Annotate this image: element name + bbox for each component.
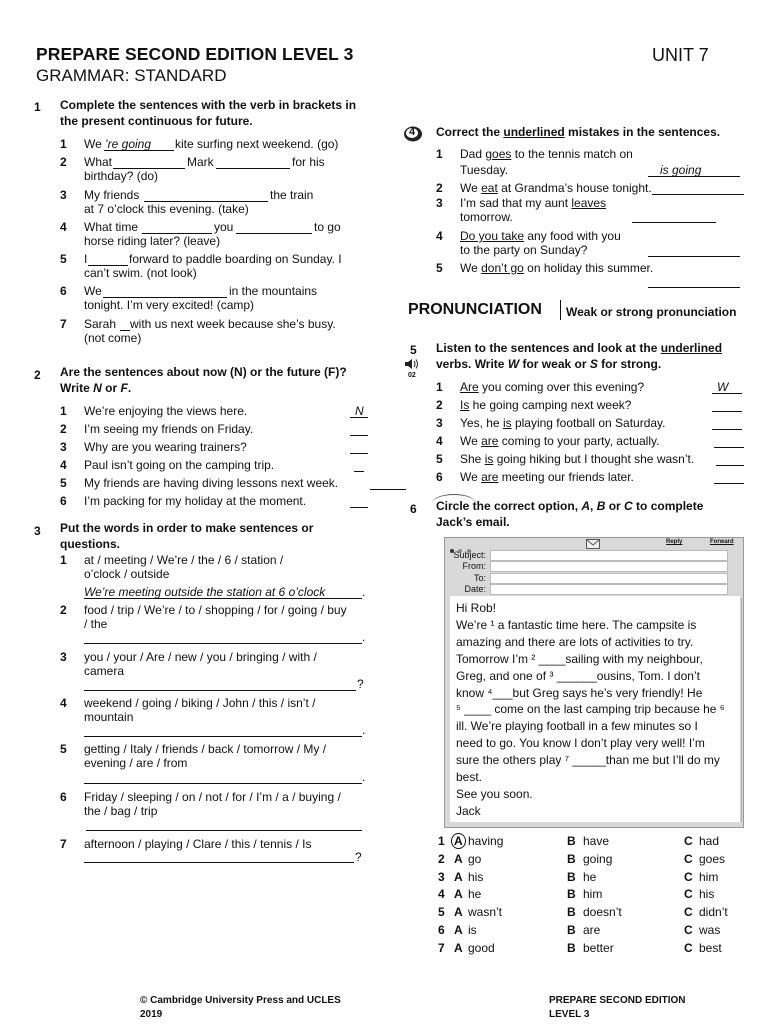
ex1-instruction: Complete the sentences with the verb in brackets in the present continuous for future. (60, 98, 357, 128)
page-subtitle: GRAMMAR: STANDARD (36, 66, 227, 85)
option-c-text: best (699, 941, 722, 955)
option-number: 2 (438, 852, 445, 866)
option-number: 1 (438, 834, 445, 848)
answer-line[interactable] (370, 489, 406, 490)
option-a-text: having (468, 834, 504, 848)
ex5-instruction: Listen to the sentences and look at the underlined verbs. Write W for weak or S for strong. (436, 341, 723, 371)
option-letter-c[interactable]: C (684, 834, 693, 848)
answer-line[interactable] (86, 830, 362, 831)
answer-line[interactable] (714, 447, 744, 448)
footer-copyright: © Cambridge University Press and UCLES 2019 (140, 995, 341, 1020)
subject-label: Subject: (453, 550, 486, 560)
answer-line[interactable] (84, 736, 362, 737)
ex3-instruction: Put the words in order to make sentences or questions. (60, 521, 314, 551)
option-letter-c[interactable]: C (684, 923, 693, 937)
option-letter-b[interactable]: B (567, 905, 576, 919)
option-a-text: is (468, 923, 477, 937)
answer-line[interactable] (84, 643, 362, 644)
email-body (450, 596, 740, 822)
option-letter-c[interactable]: C (684, 905, 693, 919)
option-letter-c[interactable]: C (684, 870, 693, 884)
option-letter-b[interactable]: B (567, 852, 576, 866)
answer-line[interactable] (714, 483, 744, 484)
ex3-number: 3 (34, 524, 41, 538)
answer-line[interactable] (350, 435, 368, 436)
unit-label: UNIT 7 (652, 45, 709, 65)
option-b-text: are (583, 923, 601, 937)
option-a-text: wasn’t (468, 905, 503, 919)
option-c-text: had (699, 834, 720, 848)
option-letter-b[interactable]: B (567, 834, 576, 848)
ex6-instruction: Circle the correct option, A, B or C to complete Jack’s email. (436, 499, 704, 529)
option-b-text: going (583, 852, 613, 866)
option-letter-a[interactable]: A (454, 887, 463, 901)
answer-line[interactable] (350, 507, 368, 508)
page-title: PREPARE SECOND EDITION LEVEL 3 (36, 44, 354, 64)
answer-line[interactable] (648, 256, 740, 257)
email-scrollbar[interactable] (741, 598, 742, 822)
reply-link[interactable]: Reply (666, 539, 683, 545)
option-b-text: doesn’t (583, 905, 622, 919)
answer-line[interactable] (236, 233, 312, 234)
option-c-text: his (699, 887, 715, 901)
ex3-answer-1: We’re meeting outside the station at 6 o’clock (84, 585, 326, 599)
ex2-instruction: Are the sentences about now (N) or the future (F)? Write N or F. (60, 365, 347, 395)
option-number: 3 (438, 870, 445, 884)
option-letter-b[interactable]: B (567, 923, 576, 937)
option-letter-a[interactable]: A (454, 941, 463, 955)
answer-line[interactable] (216, 168, 290, 169)
option-a-text: he (468, 887, 482, 901)
date-field[interactable] (490, 584, 728, 595)
answer-line[interactable] (712, 411, 742, 412)
option-letter-b[interactable]: B (567, 870, 576, 884)
option-number: 4 (438, 887, 445, 901)
option-c-text: didn’t (699, 905, 728, 919)
answer-line[interactable] (84, 690, 356, 691)
heading-divider (560, 300, 561, 320)
answer-line[interactable] (652, 194, 744, 195)
to-label: To: (473, 573, 486, 583)
forward-link[interactable]: Forward (710, 539, 734, 545)
pronunciation-heading: PRONUNCIATION (408, 301, 542, 318)
track-number: 02 (408, 372, 416, 379)
to-field[interactable] (490, 573, 728, 584)
option-a-text: his (468, 870, 484, 884)
answer-line[interactable] (84, 598, 362, 599)
option-letter-c[interactable]: C (684, 941, 693, 955)
option-c-text: goes (699, 852, 726, 866)
pronunciation-subtitle: Weak or strong pronunciation (566, 305, 737, 319)
footer-edition: PREPARE SECOND EDITION LEVEL 3 (549, 995, 686, 1020)
option-letter-a[interactable]: A (454, 870, 463, 884)
option-c-text: him (699, 870, 719, 884)
option-letter-c[interactable]: C (684, 852, 693, 866)
option-number: 5 (438, 905, 445, 919)
option-number: 6 (438, 923, 445, 937)
answer-line[interactable] (350, 417, 368, 418)
email-text: Hi Rob! We’re ¹ a fantastic time here. The campsite is amazing and there are lots of activities to try. Tomorrow I’m ² ____sailing with my neighbour, Greg, and one of ³ ______ousins, Tom. I don’t know ⁴___but Greg says he’s very friendly! He ⁵ ____ come on the last camping trip because he ⁶ ill. We’re playing football in a few minutes so I need to go. You know I don’t play very well! I’m sure the others play ⁷ _____than me but I’ll do my best. See you soon. Jack (456, 601, 725, 818)
from-label: From: (462, 561, 486, 571)
answer-line[interactable] (712, 393, 742, 394)
ex4-number-badge: 4 (403, 125, 423, 143)
option-b-text: better (583, 941, 614, 955)
option-letter-a[interactable]: A (454, 852, 463, 866)
option-number: 7 (438, 941, 445, 955)
ex4-instruction: Correct the underlined mistakes in the sentences. (436, 125, 721, 139)
option-a-text: go (468, 852, 482, 866)
answer-line[interactable] (648, 176, 740, 177)
option-letter-a[interactable]: A (454, 905, 463, 919)
option-letter-b[interactable]: B (567, 941, 576, 955)
answer-line[interactable] (84, 862, 354, 863)
envelope-icon[interactable] (586, 539, 600, 549)
option-b-text: have (583, 834, 610, 848)
ex1-answer-1: ’re going (105, 137, 152, 151)
date-label: Date: (464, 584, 486, 594)
option-letter-a[interactable]: A (451, 833, 466, 849)
option-letter-a[interactable]: A (454, 923, 463, 937)
answer-line[interactable] (350, 453, 368, 454)
answer-line[interactable] (84, 783, 362, 784)
ex2-number: 2 (34, 368, 41, 382)
ex6-number: 6 (410, 502, 417, 516)
option-b-text: him (583, 887, 603, 901)
answer-line[interactable] (104, 150, 174, 151)
ex5-number: 5 (410, 343, 417, 357)
answer-line[interactable] (632, 222, 716, 223)
option-a-text: good (468, 941, 495, 955)
answer-line[interactable] (712, 429, 742, 430)
audio-icon[interactable] (404, 357, 420, 369)
from-field[interactable] (490, 561, 728, 572)
option-letter-c[interactable]: C (684, 887, 693, 901)
answer-line[interactable] (716, 465, 744, 466)
answer-line[interactable] (648, 287, 740, 288)
subject-field[interactable] (490, 550, 728, 561)
option-b-text: he (583, 870, 597, 884)
option-letter-b[interactable]: B (567, 887, 576, 901)
ex1-number: 1 (34, 100, 41, 114)
answer-line[interactable] (354, 471, 364, 472)
option-c-text: was (699, 923, 721, 937)
